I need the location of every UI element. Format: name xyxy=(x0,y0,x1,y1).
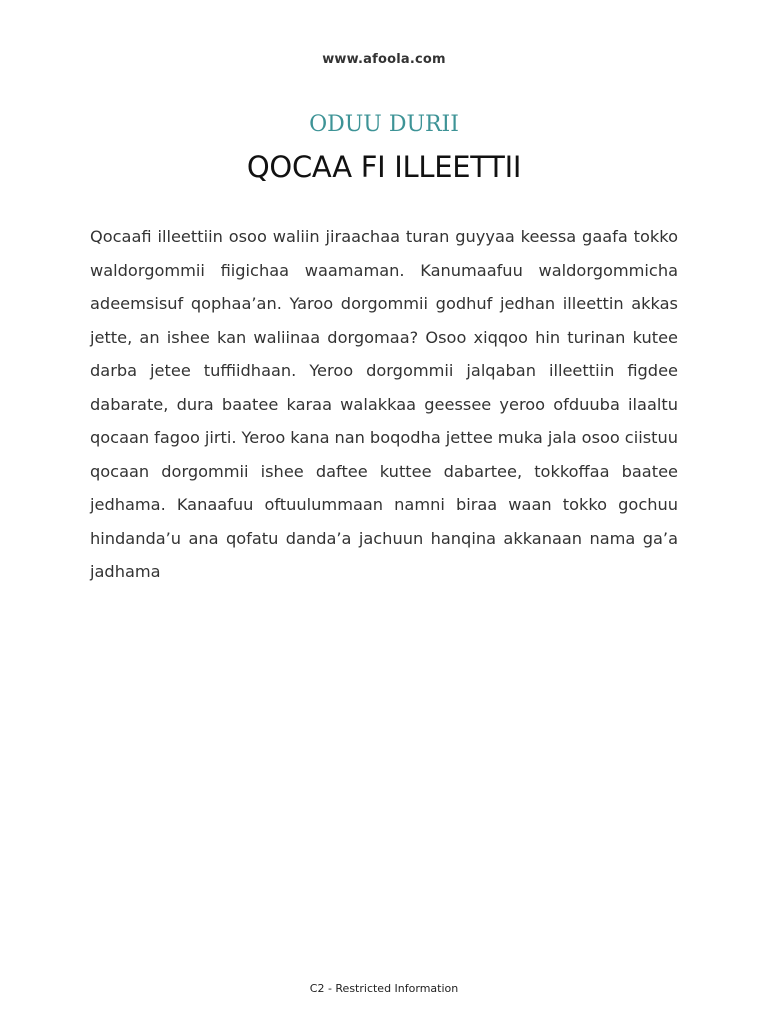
site-url: www.afoola.com xyxy=(322,52,446,67)
classification-footer: C2 - Restricted Information xyxy=(309,982,459,995)
article-body: Qocaafi illeettiin osoo waliin jiraachaa turan guyyaa keessa gaafa tokko waldorgommii fiigichaa waamaman. Kanumaafuu waldorgommicha adeemsisuf qophaa’an. Yaroo dorgommii godhuf jedhan illeettin akkas jette, an ishee kan waliinaa dorgomaa? Osoo xiqqoo hin turinan kutee darba jetee tuffiidhaan. Yeroo dorgommii jalqaban illeettiin figdee dabarate, dura baatee karaa walakkaa geessee yeroo ofduuba ilaaltu qocaan fagoo jirti. Yeroo kana nan boqodha jettee muka jala osoo ciistuu qocaan dorgommii ishee daftee kuttee dabartee, tokkoffaa baatee jedhama. Kanaafuu oftuulummaan namni biraa waan tokko gochuu hindanda’u ana qofatu danda’a jachuun hanqina akkanaan nama ga’a jadhama xyxy=(90,227,678,581)
article-category: ODUU DURII xyxy=(309,112,459,137)
page-title: QOCAA FI ILLEETTII xyxy=(246,150,522,184)
